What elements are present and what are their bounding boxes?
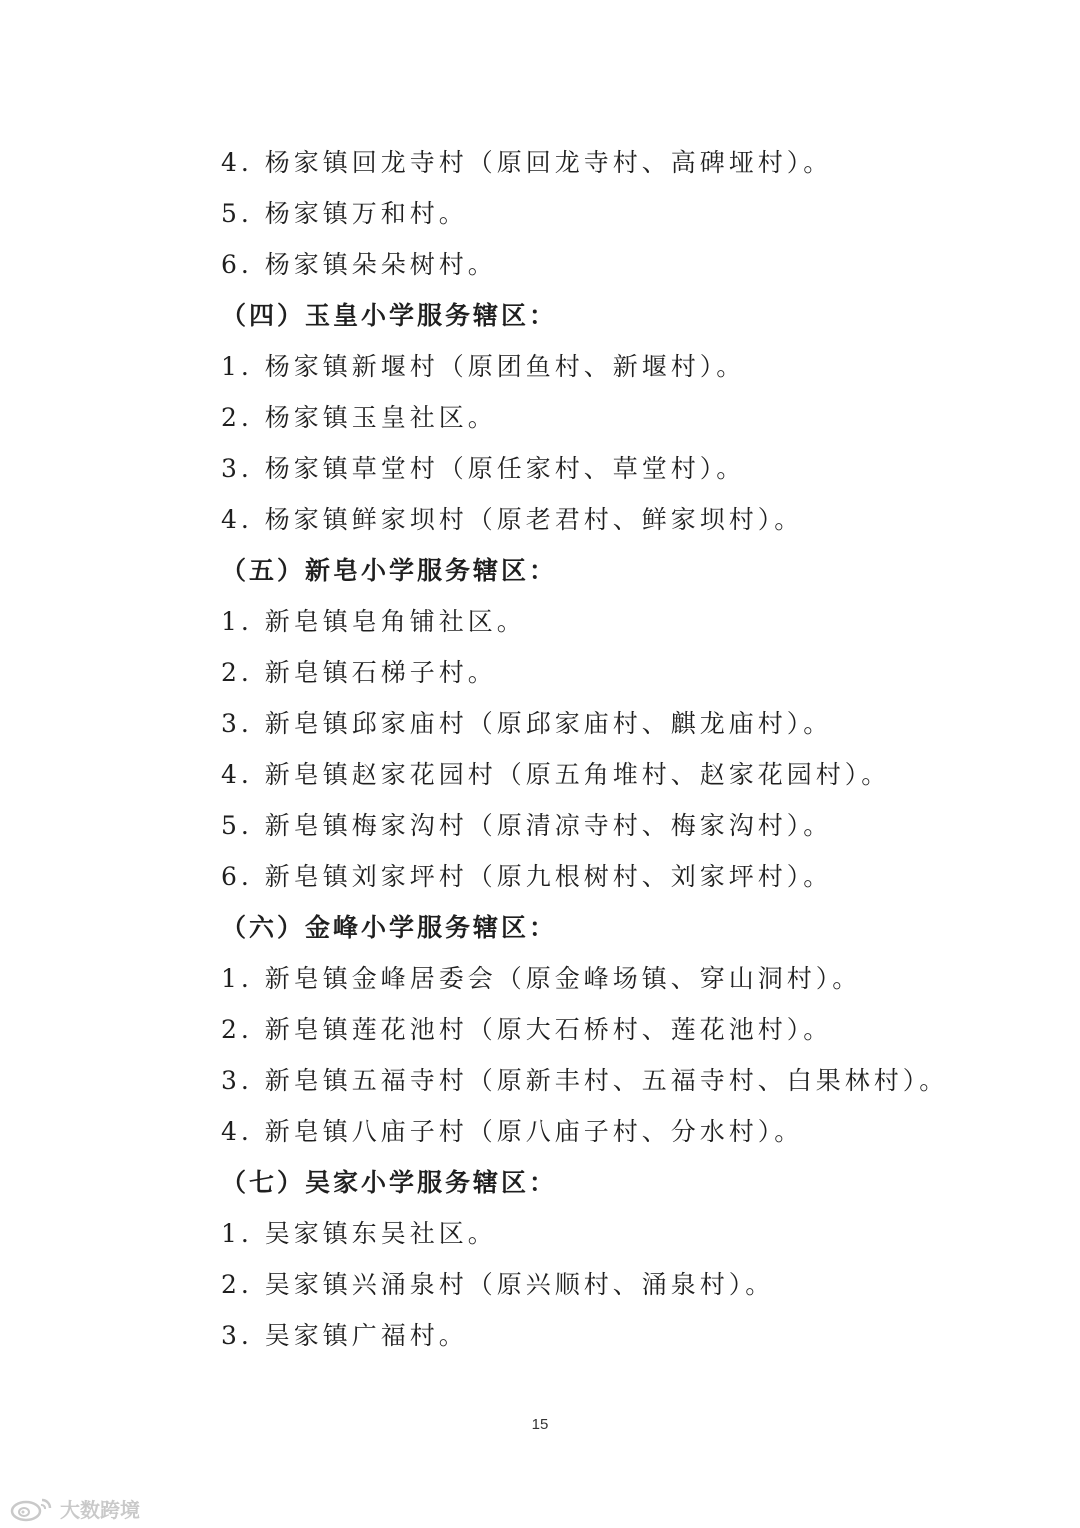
list-item: 1. 杨家镇新堰村（原团鱼村、新堰村）。 [221, 352, 746, 381]
weibo-logo-icon [8, 1494, 56, 1522]
section-heading: （六）金峰小学服务辖区： [221, 913, 558, 942]
list-item: 6. 杨家镇朵朵树村。 [221, 250, 497, 279]
list-item: 1. 吴家镇东吴社区。 [221, 1219, 497, 1248]
watermark-text: 大数跨境 [60, 1497, 140, 1522]
list-item: 4. 杨家镇鲜家坝村（原老君村、鲜家坝村）。 [221, 505, 804, 534]
page-number: 15 [531, 1416, 549, 1433]
section-heading: （七）吴家小学服务辖区： [221, 1168, 558, 1197]
list-item: 2. 吴家镇兴涌泉村（原兴顺村、涌泉村）。 [221, 1270, 775, 1299]
list-item: 2. 新皂镇莲花池村（原大石桥村、莲花池村）。 [221, 1015, 833, 1044]
list-item: 1. 新皂镇皂角铺社区。 [221, 607, 526, 636]
list-item: 3. 新皂镇邱家庙村（原邱家庙村、麒龙庙村）。 [221, 709, 833, 738]
list-item: 5. 杨家镇万和村。 [221, 199, 468, 228]
list-item: 2. 杨家镇玉皇社区。 [221, 403, 497, 432]
list-item: 4. 新皂镇赵家花园村（原五角堆村、赵家花园村）。 [221, 760, 891, 789]
list-item: 3. 杨家镇草堂村（原任家村、草堂村）。 [221, 454, 746, 483]
list-item: 3. 吴家镇广福村。 [221, 1321, 468, 1350]
list-item: 3. 新皂镇五福寺村（原新丰村、五福寺村、白果林村）。 [221, 1066, 949, 1095]
list-item: 5. 新皂镇梅家沟村（原清凉寺村、梅家沟村）。 [221, 811, 833, 840]
list-item: 4. 杨家镇回龙寺村（原回龙寺村、高碑垭村）。 [221, 148, 833, 177]
list-item: 6. 新皂镇刘家坪村（原九根树村、刘家坪村）。 [221, 862, 833, 891]
list-item: 4. 新皂镇八庙子村（原八庙子村、分水村）。 [221, 1117, 804, 1146]
section-heading: （五）新皂小学服务辖区： [221, 556, 558, 585]
watermark [8, 1490, 140, 1526]
list-item: 1. 新皂镇金峰居委会（原金峰场镇、穿山洞村）。 [221, 964, 862, 993]
section-heading: （四）玉皇小学服务辖区： [221, 301, 558, 330]
district-list [221, 137, 1021, 1361]
list-item: 2. 新皂镇石梯子村。 [221, 658, 497, 687]
